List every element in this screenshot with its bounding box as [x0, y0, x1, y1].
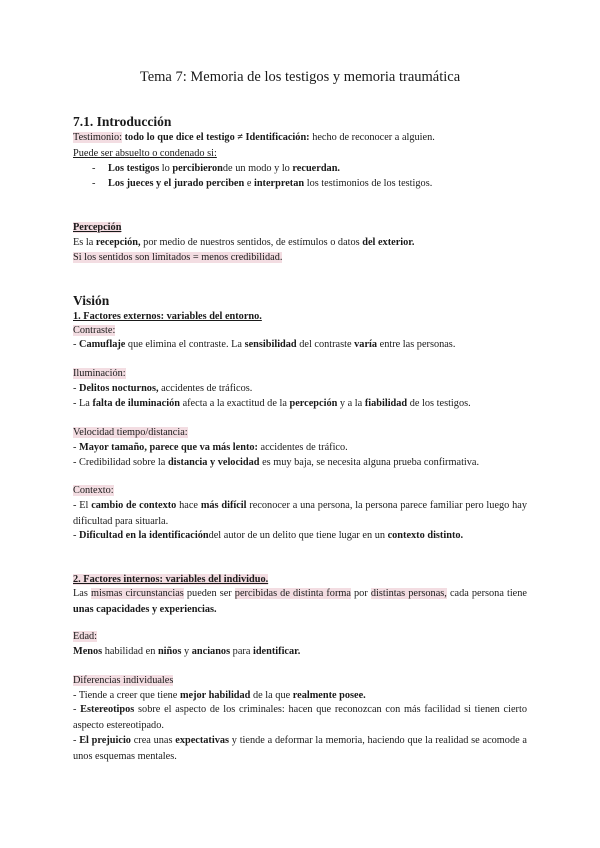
text-part: -	[73, 704, 81, 715]
testimonio-line	[73, 131, 435, 145]
bullet-text-part: Los jueces y el jurado perciben	[108, 178, 245, 189]
text-part: del contraste	[299, 339, 352, 350]
text-part: Menos	[73, 646, 103, 657]
document-title: Tema 7: Memoria de los testigos y memoria traumática	[139, 69, 461, 85]
percepcion-line-2	[73, 251, 282, 265]
text-part: - La	[73, 398, 90, 409]
text-part: recepción,	[95, 237, 141, 248]
text-part: -	[73, 339, 80, 350]
text-part: cambio de contexto	[91, 500, 177, 511]
percepcion-heading: Percepción	[73, 222, 122, 233]
text-part: distancia y velocidad	[167, 457, 260, 468]
bullet-text-part: de un modo y lo	[222, 163, 290, 174]
text-part: Camuflaje	[79, 339, 126, 350]
percepcion-line-1	[73, 236, 414, 250]
bullet-text-part: interpretan	[253, 178, 305, 189]
text-part: Estereotipos	[80, 704, 135, 715]
text-part: hace	[179, 500, 198, 511]
text-part: de la que	[253, 690, 291, 701]
text-part: percepción	[289, 398, 338, 409]
text-part: que elimina el contraste. La	[127, 339, 242, 350]
text-part: mejor habilidad	[179, 690, 251, 701]
text-part: expectativas	[175, 735, 230, 746]
text-part: contexto distinto.	[387, 530, 464, 541]
text-part: habilidad en	[104, 646, 156, 657]
text-part: accidentes de tráfico.	[260, 442, 348, 453]
text-part: -	[73, 383, 80, 394]
bullet-dash: -	[92, 163, 96, 174]
bullet-dash: -	[92, 178, 96, 189]
contexto-paragraph-1	[73, 498, 527, 530]
text-part: niños	[157, 646, 182, 657]
text-part: Dificultad en la identificación	[79, 530, 209, 541]
text-part: entre las personas.	[379, 339, 456, 350]
text-part: Las	[73, 588, 88, 599]
text-part: - Credibilidad sobre la	[73, 457, 166, 468]
iluminacion-label-line	[73, 367, 126, 381]
text-part: y tiende a deformar la memoria, haciendo que la realidad se acomode a unos esquemas mentales.	[73, 735, 528, 762]
bullet-testigos	[108, 163, 340, 174]
bullet-text-part: e	[246, 178, 252, 189]
edad-label: Edad:	[73, 631, 98, 642]
diferencias-label-line	[73, 674, 173, 688]
text-part: distintas personas,	[370, 588, 447, 599]
factores-internos-heading: 2. Factores internos: variables del individuo.	[73, 574, 269, 585]
puede-line	[73, 147, 217, 161]
text-part: - El	[73, 500, 89, 511]
text-part: más difícil	[200, 500, 247, 511]
text-part: y	[184, 646, 190, 657]
text-part: sensibilidad	[244, 339, 297, 350]
text-part: es muy baja, se necesita alguna prueba confirmativa.	[262, 457, 480, 468]
text-part: Es la	[73, 237, 94, 248]
testimonio-definition: todo lo que dice el testigo ≠ Identificación:	[124, 132, 310, 143]
text-part: varía	[354, 339, 378, 350]
edad-label-line	[73, 630, 97, 644]
diferencias-line-1	[73, 689, 366, 703]
text-part: Delitos nocturnos,	[79, 383, 159, 394]
internos-paragraph	[73, 586, 527, 618]
credibilidad-note: Si los sentidos son limitados = menos credibilidad.	[73, 252, 283, 263]
contexto-label-line	[73, 484, 114, 498]
text-part: unas capacidades y experiencias.	[73, 604, 217, 615]
contexto-line-2	[73, 529, 463, 543]
text-part: El prejuicio	[79, 735, 131, 746]
text-part: identificar.	[252, 646, 301, 657]
section-heading-introduccion: 7.1. Introducción	[73, 114, 172, 129]
iluminacion-label: Iluminación:	[73, 368, 126, 379]
text-part: por	[354, 588, 368, 599]
bullet-text-part: recuerdan.	[292, 163, 340, 174]
text-part: y a la	[339, 398, 363, 409]
velocidad-label-line	[73, 426, 188, 440]
text-part: -	[73, 442, 80, 453]
text-part: crea unas	[133, 735, 173, 746]
text-part: sobre el aspecto de los criminales: hacen que reconozcan con más facilidad si tienen cierto aspecto estereotipado.	[73, 704, 527, 731]
bullet-text-part: Los testigos	[108, 163, 160, 174]
text-part: del autor de un delito que tiene lugar en un	[208, 530, 386, 541]
text-part: falta de iluminación	[92, 398, 180, 409]
text-part: -	[73, 735, 80, 746]
text-part: -	[73, 530, 80, 541]
velocidad-line-2	[73, 456, 479, 470]
factores-internos-line	[73, 573, 268, 587]
contraste-label-line	[73, 324, 115, 338]
text-part: percibidas de distinta forma	[234, 588, 351, 599]
text-part: del exterior.	[362, 237, 415, 248]
contexto-label: Contexto:	[73, 485, 114, 496]
text-part: Mayor tamaño, parece que va más lento:	[79, 442, 258, 453]
bullet-text-part: lo	[161, 163, 170, 174]
text-part: de los testigos.	[409, 398, 471, 409]
velocidad-line-1	[73, 441, 348, 455]
contraste-label: Contraste:	[73, 325, 116, 336]
text-part: para	[232, 646, 251, 657]
text-part: realmente posee.	[292, 690, 366, 701]
bullet-text-part: los testimonios de los testigos.	[306, 178, 433, 189]
velocidad-label: Velocidad tiempo/distancia:	[73, 427, 188, 438]
percepcion-heading-line	[73, 221, 121, 235]
iluminacion-line-1	[73, 382, 252, 396]
text-part: afecta a la exactitud de la	[182, 398, 287, 409]
puede-text: Puede ser absuelto o condenado si:	[73, 148, 217, 159]
text-part: mismas circunstancias	[90, 588, 184, 599]
section-heading-vision: Visión	[73, 293, 110, 308]
diferencias-paragraph-3	[73, 733, 527, 765]
text-part: - Tiende a creer que tiene	[73, 690, 178, 701]
diferencias-label: Diferencias individuales	[73, 675, 174, 686]
testimonio-rest: hecho de reconocer a alguien.	[312, 132, 435, 143]
text-part: ancianos	[191, 646, 231, 657]
bullet-text-part: percibieron	[172, 163, 223, 174]
text-part: accidentes de tráficos.	[161, 383, 253, 394]
testimonio-label: Testimonio:	[73, 132, 123, 143]
text-part: por medio de nuestros sentidos, de estímulos o datos	[143, 237, 360, 248]
text-part: pueden ser	[186, 588, 232, 599]
text-part: fiabilidad	[364, 398, 408, 409]
factores-externos-line	[73, 310, 262, 324]
text-part: reconocer a una persona, la persona parece familiar pero luego hay dificultad para situarla.	[73, 500, 527, 527]
contraste-line	[73, 338, 455, 352]
text-part: cada persona tiene	[449, 588, 527, 599]
edad-line	[73, 645, 300, 659]
bullet-jueces	[108, 178, 432, 189]
factores-externos-heading: 1. Factores externos: variables del entorno.	[73, 311, 262, 322]
iluminacion-line-2	[73, 397, 471, 411]
diferencias-paragraph-2	[73, 702, 527, 734]
